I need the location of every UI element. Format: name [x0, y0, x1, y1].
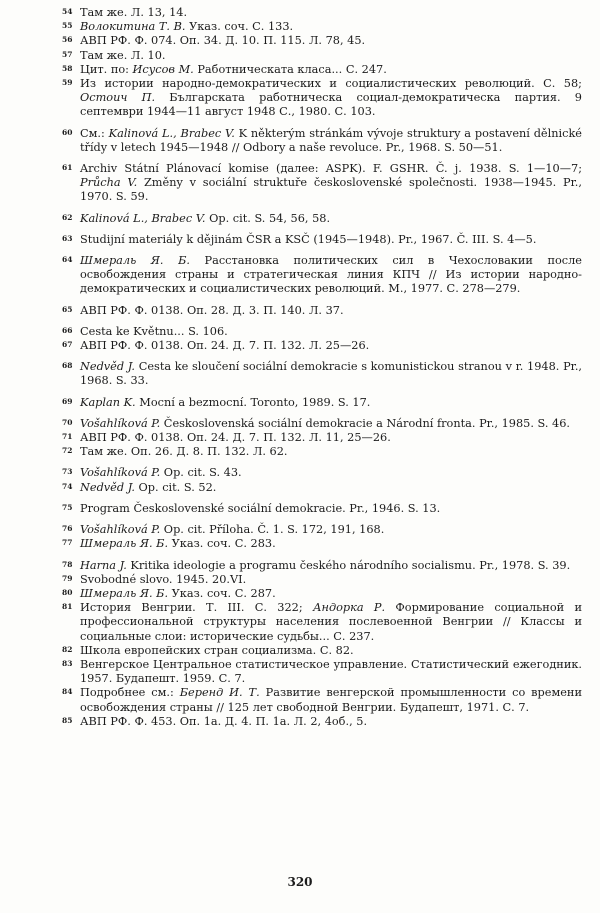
footnote-author: Шмераль Я. Б.: [80, 254, 190, 268]
footnote-text: [80, 715, 367, 728]
footnote-prefix: См.:: [80, 126, 109, 140]
footnote-number: 67: [62, 340, 73, 350]
footnote-text: [80, 601, 582, 642]
footnote-body: Там же. Л. 10.: [80, 48, 166, 62]
footnote-number: 56: [62, 35, 73, 45]
footnote: [62, 63, 582, 77]
footnote-text: [80, 431, 391, 444]
footnote-text: [80, 559, 570, 572]
footnote-author: Nedvěd J.: [80, 360, 136, 374]
footnote: [62, 34, 582, 48]
footnote: [62, 644, 582, 658]
footnote: [62, 481, 582, 495]
footnote: [62, 686, 582, 714]
footnote-number: 66: [62, 325, 73, 335]
footnote-number: 61: [62, 163, 73, 173]
footnote-author: Шмераль Я. Б.: [80, 586, 169, 600]
footnote-text: [80, 502, 440, 515]
footnote-text: [80, 6, 187, 19]
footnote-number: 68: [62, 361, 73, 371]
footnote-body: Венгерское Центральное статистическое управление. Статистический ежегодник. 1957. Будапешт. 1959. С. 7.: [80, 657, 582, 686]
footnote-body: Mocní a bezmocní. Toronto, 1989. S. 17.: [135, 395, 371, 409]
footnote-body: АВП РФ. Ф. 0138. Оп. 28. Д. 3. П. 140. Л. 37.: [80, 303, 344, 317]
footnote-author: Исусов М.: [132, 62, 194, 76]
footnote-body: Школа европейских стран социализма. С. 82.: [80, 643, 354, 657]
footnote-text: [80, 658, 582, 685]
footnote-body: Развитие венгерской промышленности со времени освобождения страны // 125 лет свободной Венгрии. Будапешт, 1971. С. 7.: [80, 686, 582, 714]
footnote-number: 54: [62, 7, 73, 16]
footnote: [62, 658, 582, 686]
footnote: [62, 587, 582, 601]
footnote-number: 59: [62, 78, 73, 88]
footnote-text: [80, 445, 288, 458]
footnote-number: 81: [62, 602, 73, 612]
footnote-number: 70: [62, 417, 73, 427]
footnote-text: [80, 212, 330, 225]
footnote-text: [80, 325, 228, 338]
footnote-body: Program Československé sociální demokracie. Pr., 1946. S. 13.: [80, 501, 441, 515]
footnote-body: Там же. Оп. 26. Д. 8. П. 132. Л. 62.: [80, 445, 288, 459]
footnote-number: 72: [62, 446, 73, 456]
footnote-number: 85: [62, 715, 73, 725]
footnote-body: АВП РФ. Ф. 074. Оп. 34. Д. 10. П. 115. Л. 78, 45.: [80, 34, 366, 48]
footnote-number: 64: [62, 255, 73, 265]
footnote-number: 76: [62, 524, 73, 534]
footnote-body: Op. cit. S. 52.: [134, 480, 217, 494]
footnote-text: [80, 587, 276, 600]
footnote-number: 57: [62, 49, 73, 59]
footnote-number: 65: [62, 304, 73, 314]
footnote-body: Работническата класа... С. 247.: [193, 62, 387, 76]
footnote-text: [80, 573, 246, 586]
footnote-text: [80, 417, 570, 430]
footnote-number: 73: [62, 467, 73, 477]
footnote-number: 83: [62, 658, 73, 668]
footnote-author: Kaplan K.: [80, 395, 136, 409]
footnote: [62, 417, 582, 431]
footnote: [62, 502, 582, 516]
footnote-number: 78: [62, 559, 73, 569]
footnote-body: АВП РФ. Ф. 0138. Оп. 24. Д. 7. П. 132. Л. 11, 25—26.: [80, 431, 391, 445]
footnote-text: [80, 644, 354, 657]
footnote-body: Там же. Л. 13, 14.: [80, 6, 188, 19]
footnote-body: Cesta ke sloučení sociální demokracie s komunistickou stranou v r. 1948. Pr., 1968. S. 33.: [80, 360, 583, 388]
footnote-text: [80, 233, 536, 246]
footnote: [62, 20, 582, 34]
footnote-author: Harna J.: [80, 558, 127, 572]
footnote: [62, 162, 582, 205]
footnote-number: 58: [62, 63, 73, 73]
footnote: [62, 523, 582, 537]
footnote-author: Vošahlíková P.: [80, 466, 161, 480]
footnote-body: Cesta ke Květnu... S. 106.: [80, 324, 228, 338]
footnote: [62, 212, 582, 226]
footnote: [62, 559, 582, 573]
footnote-text: [80, 360, 582, 387]
footnote: [62, 77, 582, 120]
footnote-number: 79: [62, 573, 73, 583]
footnote-author: Беренд И. Т.: [179, 686, 260, 700]
footnote-text: [80, 686, 582, 713]
footnote: [62, 233, 582, 247]
footnote-number: 55: [62, 21, 73, 31]
footnote-body: Změny v sociální struktuře československé společnosti. 1938—1945. Pr., 1970. S. 59.: [80, 176, 582, 204]
footnote-body: Studijní materiály k dějinám ČSR a KSČ (1945—1948). Pr., 1967. Č. III. S. 4—5.: [80, 232, 537, 246]
footnote-body: Българската работническа социал-демократическа партия. 9 септември 1944—11 август 1948 С., 1980. С. 103.: [80, 91, 582, 119]
footnote: [62, 325, 582, 339]
footnote-author: Vošahlíková P.: [80, 416, 161, 430]
footnote-author: Kalinová L., Brabec V.: [80, 211, 206, 225]
footnote-number: 63: [62, 233, 73, 243]
footnote: [62, 715, 582, 729]
footnote-number: 75: [62, 502, 73, 512]
footnote-number: 74: [62, 481, 73, 491]
footnote-text: [80, 466, 242, 479]
footnote-prefix: Из истории народно-демократических и социалистических революций. С. 58;: [80, 77, 582, 91]
footnote-body: АВП РФ. Ф. 453. Оп. 1а. Д. 4. П. 1а. Л. 2, 4об., 5.: [80, 714, 368, 728]
footnote-body: K některým stránkám vývoje struktury a postavení dělnické třídy v letech 1945—1948 // Odbory a naše revoluce. Pr., 1968. S. 50—51.: [80, 126, 582, 154]
footnote: [62, 339, 582, 353]
footnote-text: [80, 162, 582, 203]
footnote-author: Kalinová L., Brabec V.: [108, 126, 235, 140]
footnote: [62, 537, 582, 551]
footnote-author: Průcha V.: [80, 176, 138, 190]
footnote-number: 62: [62, 212, 73, 222]
footnote: [62, 304, 582, 318]
footnote-author: Остоич П.: [80, 91, 156, 105]
footnote-text: [80, 127, 582, 154]
footnote-body: Svobodné slovo. 1945. 20.VI.: [80, 572, 247, 586]
footnote-number: 80: [62, 587, 73, 597]
footnote-number: 84: [62, 687, 73, 697]
footnote-text: [80, 34, 365, 47]
footnote-text: [80, 20, 293, 33]
footnote-author: Шмераль Я. Б.: [80, 537, 169, 551]
footnote-text: [80, 63, 387, 76]
footnote-body: Указ. соч. С. 287.: [168, 586, 276, 600]
footnote: [62, 49, 582, 63]
footnote-text: [80, 49, 165, 62]
footnote-prefix: Подробнее см.:: [80, 686, 180, 700]
footnote-number: 71: [62, 432, 73, 442]
footnote: [62, 445, 582, 459]
footnotes-list: [62, 6, 582, 729]
footnote-number: 69: [62, 396, 73, 406]
footnote: [62, 431, 582, 445]
footnote-body: Формирование социальной и профессиональной структуры населения послевоенной Венгрии // Классы и социальные слои: исторические судьбы... С. 237.: [80, 601, 582, 643]
footnote-author: Nedvěd J.: [80, 480, 135, 494]
footnote-number: 82: [62, 644, 73, 654]
footnote-author: Волокитина Т. В.: [80, 20, 186, 34]
footnote-body: Указ. соч. С. 133.: [185, 20, 294, 34]
footnote-body: Op. cit. S. 43.: [160, 466, 242, 480]
footnote: [62, 396, 582, 410]
footnote-body: Kritika ideologie a programu českého národního socialismu. Pr., 1978. S. 39.: [126, 558, 571, 572]
footnote-prefix: Archiv Státní Plánovací komise (далее: ASPK). F. GSHR. Č. j. 1938. S. 1—10—7;: [80, 162, 582, 176]
footnote-body: Указ. соч. С. 283.: [168, 537, 276, 551]
footnote-body: Op. cit. S. 54, 56, 58.: [205, 211, 331, 225]
footnote-text: [80, 254, 582, 295]
footnote-text: [80, 339, 369, 352]
footnote-body: Расстановка политических сил в Чехословакии после освобождения страны и стратегическая линия КПЧ // Из истории народно-демократических и социалистических революций. М., 1977. С. 278—279.: [80, 254, 582, 296]
footnote-text: [80, 304, 344, 317]
page-number: 320: [287, 875, 313, 889]
footnote-text: [80, 77, 582, 118]
footnote-author: Андорка Р.: [312, 601, 386, 615]
footnote: [62, 360, 582, 388]
footnote-body: Československá sociální demokracie a Národní fronta. Pr., 1985. S. 46.: [160, 416, 571, 430]
footnote-text: [80, 396, 370, 409]
footnote-body: Op. cit. Příloha. Č. 1. S. 172, 191, 168.: [160, 523, 385, 537]
footnote-text: [80, 523, 384, 536]
footnote: [62, 127, 582, 155]
footnote-number: 77: [62, 538, 73, 548]
footnote-author: Vošahlíková P.: [80, 523, 161, 537]
footnote: [62, 601, 582, 644]
footnote-body: АВП РФ. Ф. 0138. Оп. 24. Д. 7. П. 132. Л. 25—26.: [80, 339, 370, 353]
footnote-text: [80, 481, 216, 494]
footnote-prefix: История Венгрии. Т. III. С. 322;: [80, 601, 313, 615]
footnote: [62, 573, 582, 587]
footnote: [62, 466, 582, 480]
footnote-prefix: Цит. по:: [80, 62, 133, 76]
footnote-text: [80, 537, 276, 550]
footnote: [62, 6, 582, 20]
footnote: [62, 254, 582, 297]
footnote-number: 60: [62, 127, 73, 137]
